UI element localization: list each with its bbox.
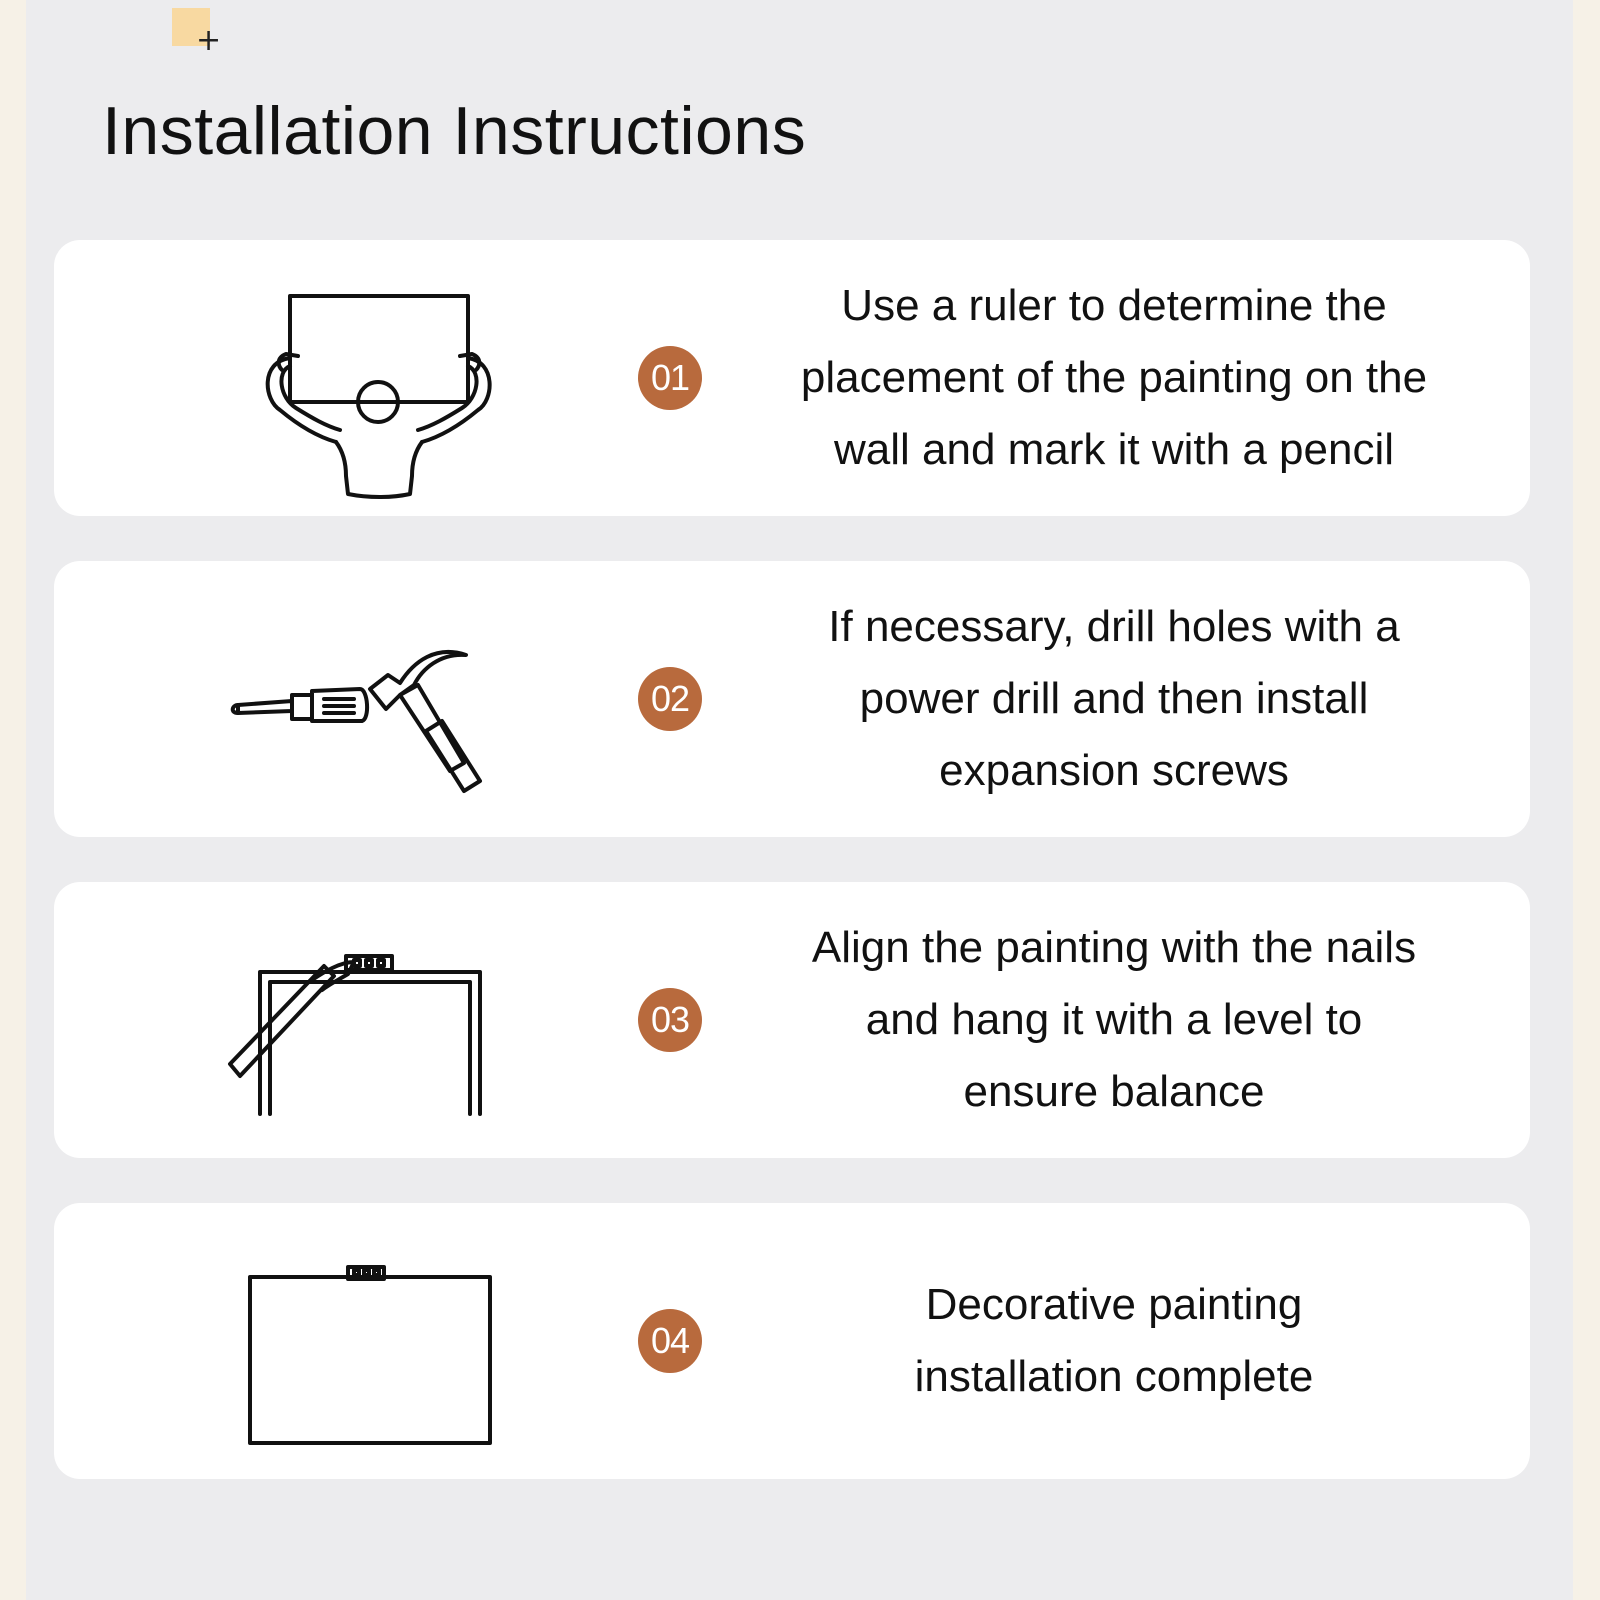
hung-painting-icon (164, 1213, 504, 1469)
step-card-1 (54, 240, 1530, 516)
step-description (734, 1203, 1494, 1479)
step-text-line: ensure balance (963, 1067, 1265, 1116)
screwdriver-and-hammer-icon (164, 571, 504, 827)
step-card-2 (54, 561, 1530, 837)
step-card-4 (54, 1203, 1530, 1479)
step-text-line: installation complete (914, 1352, 1314, 1401)
page-title: Installation Instructions (102, 93, 807, 169)
step-number-badge: 01 (638, 346, 702, 410)
step-text-line: placement of the painting on the (800, 353, 1428, 402)
step-description (734, 240, 1494, 516)
level-on-frame-icon (164, 892, 504, 1148)
step-text-line: Decorative painting (925, 1280, 1303, 1329)
step-text-line: Use a ruler to determine the (841, 281, 1387, 330)
step-number-badge: 02 (638, 667, 702, 731)
step-text-line: Align the painting with the nails (811, 923, 1417, 972)
step-description (734, 882, 1494, 1158)
plus-icon: + (196, 23, 222, 58)
step-card-3 (54, 882, 1530, 1158)
person-holding-frame-icon (164, 250, 504, 506)
step-number-badge: 04 (638, 1309, 702, 1373)
step-description (734, 561, 1494, 837)
step-number-badge: 03 (638, 988, 702, 1052)
step-text-line: and hang it with a level to (865, 995, 1363, 1044)
step-text-line: power drill and then install (859, 674, 1369, 723)
step-text-line: If necessary, drill holes with a (828, 602, 1400, 651)
step-text-line: expansion screws (939, 746, 1289, 795)
step-text-line: wall and mark it with a pencil (833, 425, 1394, 474)
